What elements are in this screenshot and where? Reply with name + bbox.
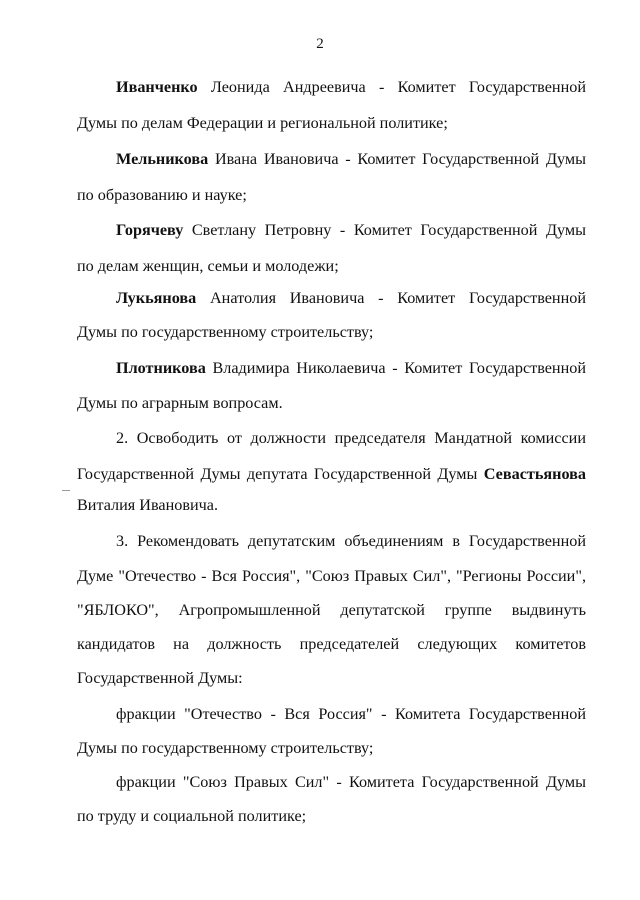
appointment-continuation: по делам женщин, семьи и молодежи; <box>77 257 339 275</box>
appointment-line <box>116 288 586 308</box>
page-number: 2 <box>316 36 324 52</box>
appointment-continuation: Думы по государственному строительству; <box>77 323 374 341</box>
appointment-line <box>116 358 586 378</box>
point-3-line: Государственной Думы: <box>77 669 243 687</box>
appointment-line <box>116 220 586 240</box>
point-3-line: "ЯБЛОКО", Агропромышленной депутатской группе выдвинуть <box>77 601 586 619</box>
point-2-line: Виталия Ивановича. <box>77 496 219 514</box>
person-name: Севастьянова <box>483 465 587 483</box>
fraction-continuation: Думы по государственному строительству; <box>77 739 374 757</box>
point-3-line: Думе "Отечество - Вся Россия", "Союз Правых Сил", "Регионы России", <box>77 567 586 585</box>
point-3-line: 3. Рекомендовать депутатским объединениям в Государственной <box>116 532 586 550</box>
person-name: Мельникова <box>116 150 209 168</box>
margin-mark <box>62 490 70 491</box>
appointment-text: Анатолия Ивановича - Комитет Государственной <box>209 289 587 307</box>
fraction-line: фракции "Союз Правых Сил" - Комитета Государственной Думы <box>116 773 586 791</box>
appointment-continuation: Думы по аграрным вопросам. <box>77 394 283 412</box>
fraction-continuation: по труду и социальной политике; <box>77 807 307 825</box>
point-2-text: Государственной Думы депутата Государственной Думы <box>77 465 478 483</box>
point-3-line: кандидатов на должность председателей следующих комитетов <box>77 635 586 653</box>
appointment-text: Леонида Андреевича - Комитет Государственной <box>210 78 586 96</box>
person-name: Лукьянова <box>116 289 197 307</box>
fraction-line: фракции "Отечество - Вся Россия" - Комитета Государственной <box>116 705 586 723</box>
appointment-text: Ивана Ивановича - Комитет Государственной Думы <box>214 150 587 168</box>
appointment-line <box>116 149 586 169</box>
appointment-continuation: Думы по делам Федерации и региональной политике; <box>77 114 448 132</box>
person-name: Плотникова <box>116 359 206 377</box>
appointment-text: Светлану Петровну - Комитет Государственной Думы <box>191 221 587 239</box>
person-name: Иванченко <box>116 78 198 96</box>
person-name: Горячеву <box>116 221 184 239</box>
appointment-line <box>116 77 586 97</box>
point-2-line <box>77 464 586 484</box>
point-2-line: 2. Освободить от должности председателя Мандатной комиссии <box>116 429 586 447</box>
appointment-continuation: по образованию и науке; <box>77 186 247 204</box>
appointment-text: Владимира Николаевича - Комитет Государственной <box>212 359 587 377</box>
